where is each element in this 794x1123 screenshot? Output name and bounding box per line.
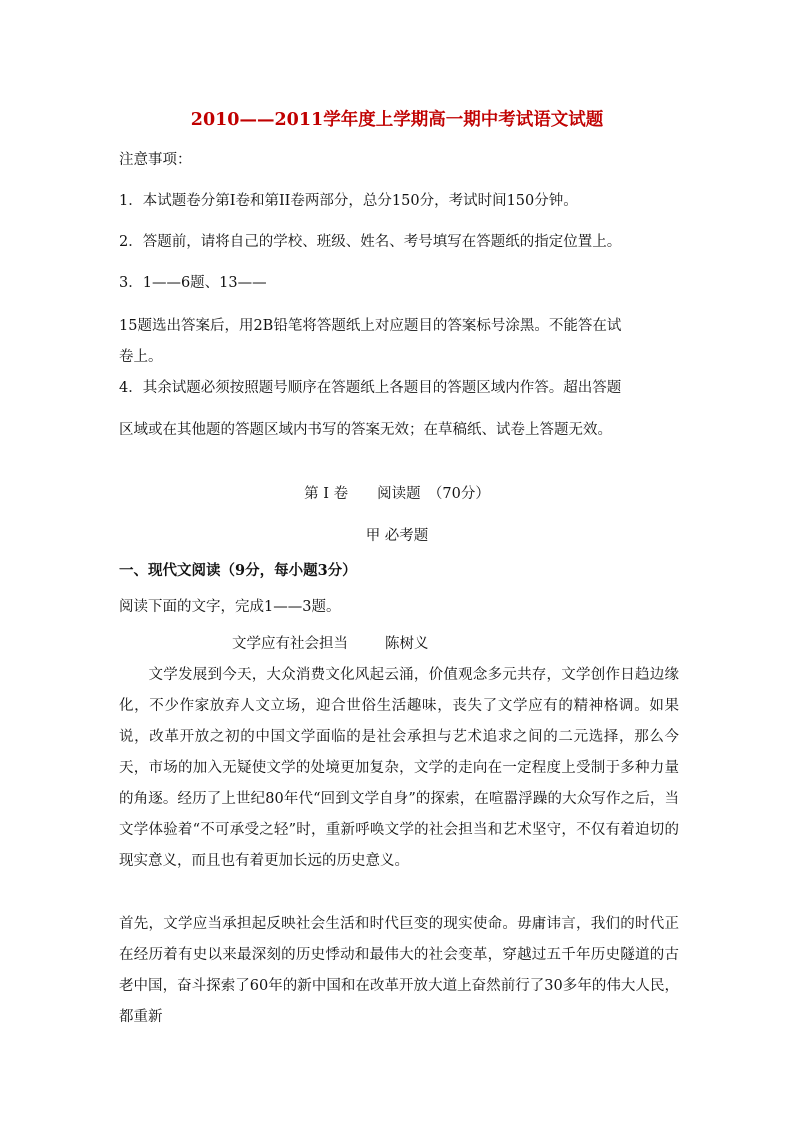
article-author: 陈树义 bbox=[385, 636, 429, 652]
article-paragraph-1: 文学发展到今天，大众消费文化风起云涌，价值观念多元共存，文学创作日趋边缘化，不少作家放弃人文立场，迎合世俗生活趣味，丧失了文学应有的精神格调。如果说，改革开放之初的中国文学面临的是社会承担与艺术追求之间的二元选择，那么今天，市场的加入无疑使文学的处境更加复杂，文学的走向在一定程度上受制于多种力量的角逐。经历了上世纪80年代“回到文学自身”的探索，在喧嚣浮躁的大众写作之后，当文学体验着“不可承受之轻”时，重新呼唤文学的社会担当和艺术坚守，不仅有着迫切的现实意义，而且也有着更加长远的历史意义。 bbox=[119, 667, 679, 869]
notice-item-4-line1: 4．其余试题必须按照题号顺序在答题纸上各题目的答题区域内作答。超出答题 bbox=[119, 380, 622, 396]
notice-item-3a: 3．1——6题、13—— bbox=[119, 275, 267, 291]
notice-item-1: 1．本试题卷分第I卷和第II卷两部分，总分150分，考试时间150分钟。 bbox=[119, 193, 578, 209]
notice-heading: 注意事项： bbox=[119, 152, 192, 168]
exam-title: 2010——2011学年度上学期高一期中考试语文试题 bbox=[190, 110, 604, 130]
required-heading: 甲 必考题 bbox=[365, 528, 429, 544]
notice-item-2: 2．答题前，请将自己的学校、班级、姓名、考号填写在答题纸的指定位置上。 bbox=[119, 234, 622, 250]
notice-item-4-line2: 区域或在其他题的答题区域内书写的答案无效；在草稿纸、试卷上答题无效。 bbox=[119, 422, 612, 438]
notice-item-3b-line1: 15题选出答案后，用2B铅笔将答题纸上对应题目的答案标号涂黑。不能答在试 bbox=[119, 318, 622, 334]
notice-item-3b-line2: 卷上。 bbox=[119, 349, 163, 365]
article-paragraph-2: 首先，文学应当承担起反映社会生活和时代巨变的现实使命。毋庸讳言，我们的时代正在经历着有史以来最深刻的历史悸动和最伟大的社会变革，穿越过五千年历史隧道的古老中国，奋斗探索了60年的新中国和在改革开放大道上奋然前行了30多年的伟大人民，都重新 bbox=[119, 916, 679, 1025]
part-heading: 一、现代文阅读（9分，每小题3分） bbox=[119, 562, 357, 579]
reading-instruction: 阅读下面的文字，完成1——3题。 bbox=[119, 599, 341, 615]
volume-heading: 第 I 卷 阅读题 （70分） bbox=[304, 486, 490, 502]
article-title: 文学应有社会担当 bbox=[232, 636, 348, 652]
